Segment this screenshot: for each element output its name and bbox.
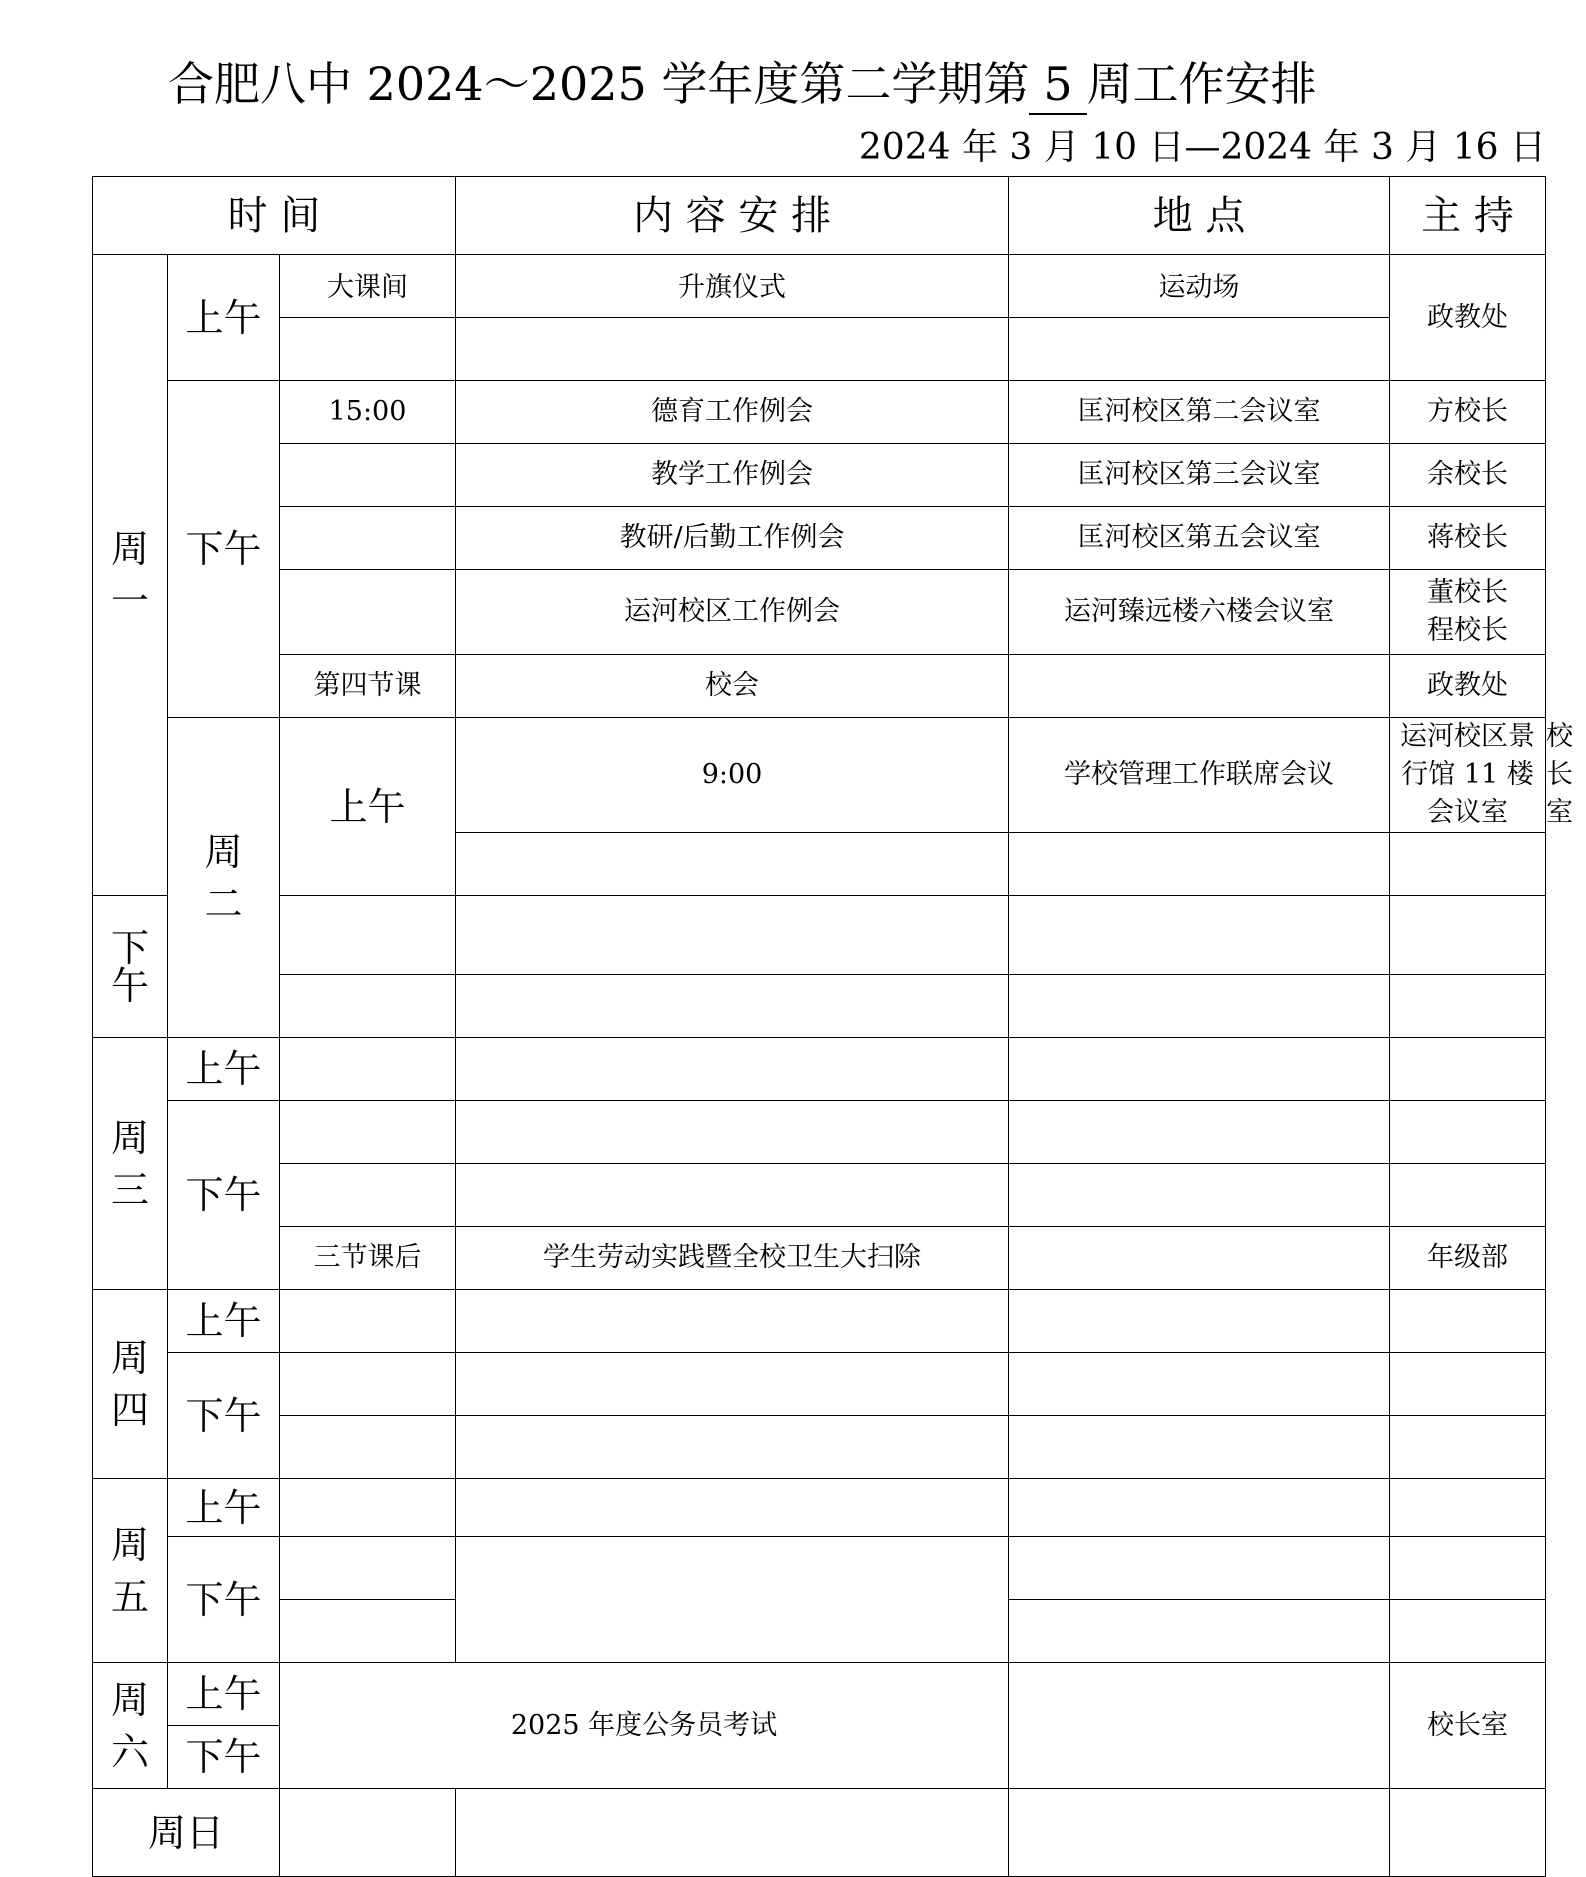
cell-content: 德育工作例会 [456,381,1009,444]
table-row [93,1537,1546,1600]
cell-time [280,1600,456,1663]
cell-location [1009,1227,1390,1290]
cell-host [1390,570,1546,655]
table-row [93,507,1546,570]
cell-host: 政教处 [1390,255,1546,381]
cell-time [280,975,456,1038]
sat-pm-label: 下午 [168,1726,280,1789]
cell-time: 三节课后 [280,1227,456,1290]
cell-location [1009,318,1390,381]
day-friday: 周 五 [93,1479,168,1663]
cell-host [1390,1164,1546,1227]
cell-content [456,1537,1009,1663]
fri-pm-label: 下午 [168,1537,280,1663]
day-thursday: 周 四 [93,1290,168,1479]
cell-content [456,896,1009,975]
cell-location: 匡河校区第三会议室 [1009,444,1390,507]
cell-location [1009,1537,1390,1600]
cell-location [1390,833,1546,896]
table-row [93,1227,1546,1290]
cell-host [1390,975,1546,1038]
cell-time [280,318,456,381]
cell-time [456,833,1009,896]
cell-content [456,1479,1009,1537]
cell-location: 匡河校区第二会议室 [1009,381,1390,444]
cell-content: 学生劳动实践暨全校卫生大扫除 [456,1227,1009,1290]
table-row [93,896,1546,975]
table-row [93,1290,1546,1353]
day-saturday: 周 六 [93,1663,168,1789]
cell-time: 9:00 [456,718,1009,833]
table-row [93,381,1546,444]
cell-content [456,1416,1009,1479]
wed-pm-label: 下午 [168,1101,280,1290]
table-row: 周 二 上午 9:00 学校管理工作联席会议 运河校区景行馆 11 楼会议室 校长室 [93,718,1546,833]
cell-host [1390,1353,1546,1416]
title-week-number: 5 [1029,55,1086,115]
cell-content [456,1101,1009,1164]
table-row [93,318,1546,381]
header-location: 地 点 [1009,177,1390,255]
header-host: 主 持 [1390,177,1546,255]
cell-host [1390,1600,1546,1663]
tue-am-label: 上午 [280,718,456,896]
cell-host [1390,1479,1546,1537]
title-suffix: 周工作安排 [1086,57,1317,111]
cell-host: 蒋校长 [1390,507,1546,570]
header-content: 内 容 安 排 [456,177,1009,255]
table-row [93,975,1546,1038]
header-row [93,177,1546,255]
cell-location: 匡河校区第五会议室 [1009,507,1390,570]
cell-time [280,1038,456,1101]
day-sunday: 周日 [93,1789,280,1877]
cell-time: 大课间 [280,255,456,318]
cell-content [456,1038,1009,1101]
cell-time: 15:00 [280,381,456,444]
table-row [93,1416,1546,1479]
schedule-table [92,176,1574,1877]
cell-location [1009,896,1390,975]
table-row [93,655,1546,718]
cell-host: 余校长 [1390,444,1546,507]
cell-time: 第四节课 [280,655,456,718]
table-row [93,1038,1546,1101]
day-tuesday: 周 二 [168,718,280,1038]
cell-time [280,1353,456,1416]
cell-content: 校会 [456,655,1009,718]
sat-content: 2025 年度公务员考试 [280,1663,1009,1789]
thu-pm-label: 下午 [168,1353,280,1479]
cell-content: 教学工作例会 [456,444,1009,507]
cell-content [456,1353,1009,1416]
tue-pm-label: 下午 [93,896,168,1038]
date-range: 2024 年 3 月 10 日—2024 年 3 月 16 日 [858,127,1546,168]
cell-time [280,1101,456,1164]
cell-location [1009,1164,1390,1227]
day-wednesday: 周 三 [93,1038,168,1290]
cell-content: 升旗仪式 [456,255,1009,318]
cell-location [1009,1290,1390,1353]
cell-content: 运河校区工作例会 [456,570,1009,655]
host-name: 董校长 [1427,577,1509,608]
table-row [93,1789,1546,1877]
cell-host [1390,896,1546,975]
cell-time [280,1164,456,1227]
fri-am-label: 上午 [168,1479,280,1537]
cell-host: 年级部 [1390,1227,1546,1290]
sat-host: 校长室 [1390,1663,1546,1789]
cell-time [280,570,456,655]
cell-location [1009,1038,1390,1101]
cell-host: 政教处 [1390,655,1546,718]
cell-location [1009,1101,1390,1164]
table-row [93,1479,1546,1537]
thu-am-label: 上午 [168,1290,280,1353]
cell-host [1390,1537,1546,1600]
table-row [93,570,1546,655]
cell-time [280,1789,456,1877]
cell-content [1009,833,1390,896]
table-row [93,1353,1546,1416]
day-monday: 周 一 [93,255,168,896]
cell-time [280,1479,456,1537]
cell-time [280,1537,456,1600]
cell-time [280,507,456,570]
cell-content [456,318,1009,381]
cell-location: 运河校区景行馆 11 楼会议室 [1390,718,1546,833]
cell-location [1009,1663,1390,1789]
cell-time [280,1416,456,1479]
cell-content [456,1164,1009,1227]
mon-am-label: 上午 [168,255,280,381]
cell-location [1009,1789,1390,1877]
table-row [93,255,1546,318]
table-row [93,1663,1546,1726]
cell-host [1390,1038,1546,1101]
cell-location: 运河臻远楼六楼会议室 [1009,570,1390,655]
cell-content [456,975,1009,1038]
cell-content [456,1789,1009,1877]
cell-content: 学校管理工作联席会议 [1009,718,1390,833]
cell-host [1390,1416,1546,1479]
title-prefix: 合肥八中 2024～2025 学年度第二学期第 [168,57,1030,111]
cell-content [456,1290,1009,1353]
sat-am-label: 上午 [168,1663,280,1726]
cell-location [1009,1416,1390,1479]
table-row [93,1101,1546,1164]
cell-content: 教研/后勤工作例会 [456,507,1009,570]
cell-location [1009,975,1390,1038]
cell-location [1009,1600,1390,1663]
mon-pm-label: 下午 [168,381,280,718]
cell-host [1390,1101,1546,1164]
cell-time [280,1290,456,1353]
wed-am-label: 上午 [168,1038,280,1101]
cell-location: 运动场 [1009,255,1390,318]
cell-location [1009,1479,1390,1537]
cell-location [1009,1353,1390,1416]
cell-location [1009,655,1390,718]
cell-time [280,444,456,507]
cell-host [1390,1789,1546,1877]
page-title [168,48,1317,120]
cell-host [1390,1290,1546,1353]
table-row [93,444,1546,507]
header-time: 时 间 [93,177,456,255]
cell-host: 方校长 [1390,381,1546,444]
table-row [93,1164,1546,1227]
cell-time [280,896,456,975]
host-name: 程校长 [1427,615,1509,646]
